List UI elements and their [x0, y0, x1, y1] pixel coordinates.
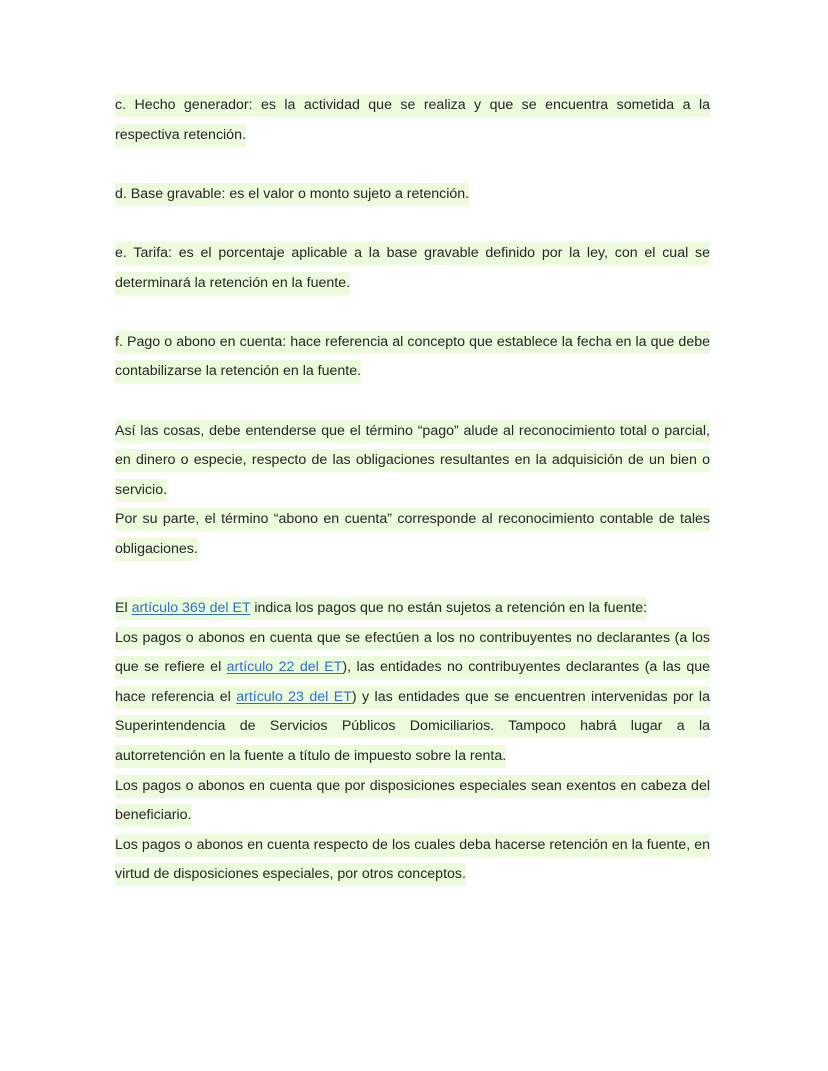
highlighted-text: Así las cosas, debe entenderse que el término “pago” alude al reconocimiento total o parcial, en dinero o especie, respecto de las obligaciones resultantes en la adquisición de un bien o servicio. — [115, 420, 710, 502]
link-articulo-23[interactable]: artículo 23 del ET — [236, 688, 352, 705]
paragraph-hecho-generador — [115, 91, 710, 150]
paragraph-por-su-parte — [115, 505, 710, 564]
text-segment: El — [115, 600, 132, 617]
document-page — [115, 91, 710, 890]
highlighted-text: f. Pago o abono en cuenta: hace referencia al concepto que establece la fecha en la que debe contabilizarse la retención en la fuente. — [115, 331, 710, 384]
link-articulo-22[interactable]: artículo 22 del ET — [226, 659, 343, 676]
highlighted-text — [115, 627, 710, 768]
text-segment: indica los pagos que no están sujetos a retención en la fuente: — [250, 600, 648, 617]
list-item-otros-conceptos — [115, 831, 710, 890]
highlighted-text: Los pagos o abonos en cuenta que por disposiciones especiales sean exentos en cabeza del beneficiario. — [115, 775, 710, 828]
paragraph-spacer — [115, 150, 710, 180]
highlighted-text: e. Tarifa: es el porcentaje aplicable a la base gravable definido por la ley, con el cual se determinará la retención en la fuente. — [115, 242, 710, 295]
highlighted-text — [115, 597, 647, 620]
paragraph-spacer — [115, 209, 710, 239]
text-segment: ), las entidades no contribuyentes declarantes (a las que hace referencia el — [115, 659, 710, 705]
paragraph-spacer — [115, 298, 710, 328]
highlighted-text: Los pagos o abonos en cuenta respecto de los cuales deba hacerse retención en la fuente, en virtud de disposiciones especiales, por otros conceptos. — [115, 834, 710, 887]
highlighted-text: Por su parte, el término “abono en cuenta” corresponde al reconocimiento contable de tales obligaciones. — [115, 508, 710, 561]
paragraph-asi-las-cosas — [115, 417, 710, 506]
highlighted-text: d. Base gravable: es el valor o monto sujeto a retención. — [115, 183, 469, 206]
text-segment: Los pagos o abonos en cuenta que se efectúen a los no contribuyentes no declarantes (a los que se refiere el — [115, 629, 710, 676]
list-item-exentos — [115, 772, 710, 831]
text-segment: ) y las entidades que se encuentren intervenidas por la Superintendencia de Servicios Públicos Domiciliarios. Tampoco habrá lugar a la autorretención en la fuente a título de impuesto sobre la renta. — [115, 688, 710, 765]
paragraph-pago-abono — [115, 328, 710, 387]
paragraph-articulo-369 — [115, 594, 710, 624]
paragraph-spacer — [115, 565, 710, 595]
paragraph-tarifa — [115, 239, 710, 298]
highlighted-text: c. Hecho generador: es la actividad que se realiza y que se encuentra sometida a la respectiva retención. — [115, 94, 710, 147]
link-articulo-369[interactable]: artículo 369 del ET — [131, 600, 251, 617]
paragraph-spacer — [115, 387, 710, 417]
list-item-no-contribuyentes — [115, 624, 710, 772]
paragraph-base-gravable — [115, 180, 710, 210]
